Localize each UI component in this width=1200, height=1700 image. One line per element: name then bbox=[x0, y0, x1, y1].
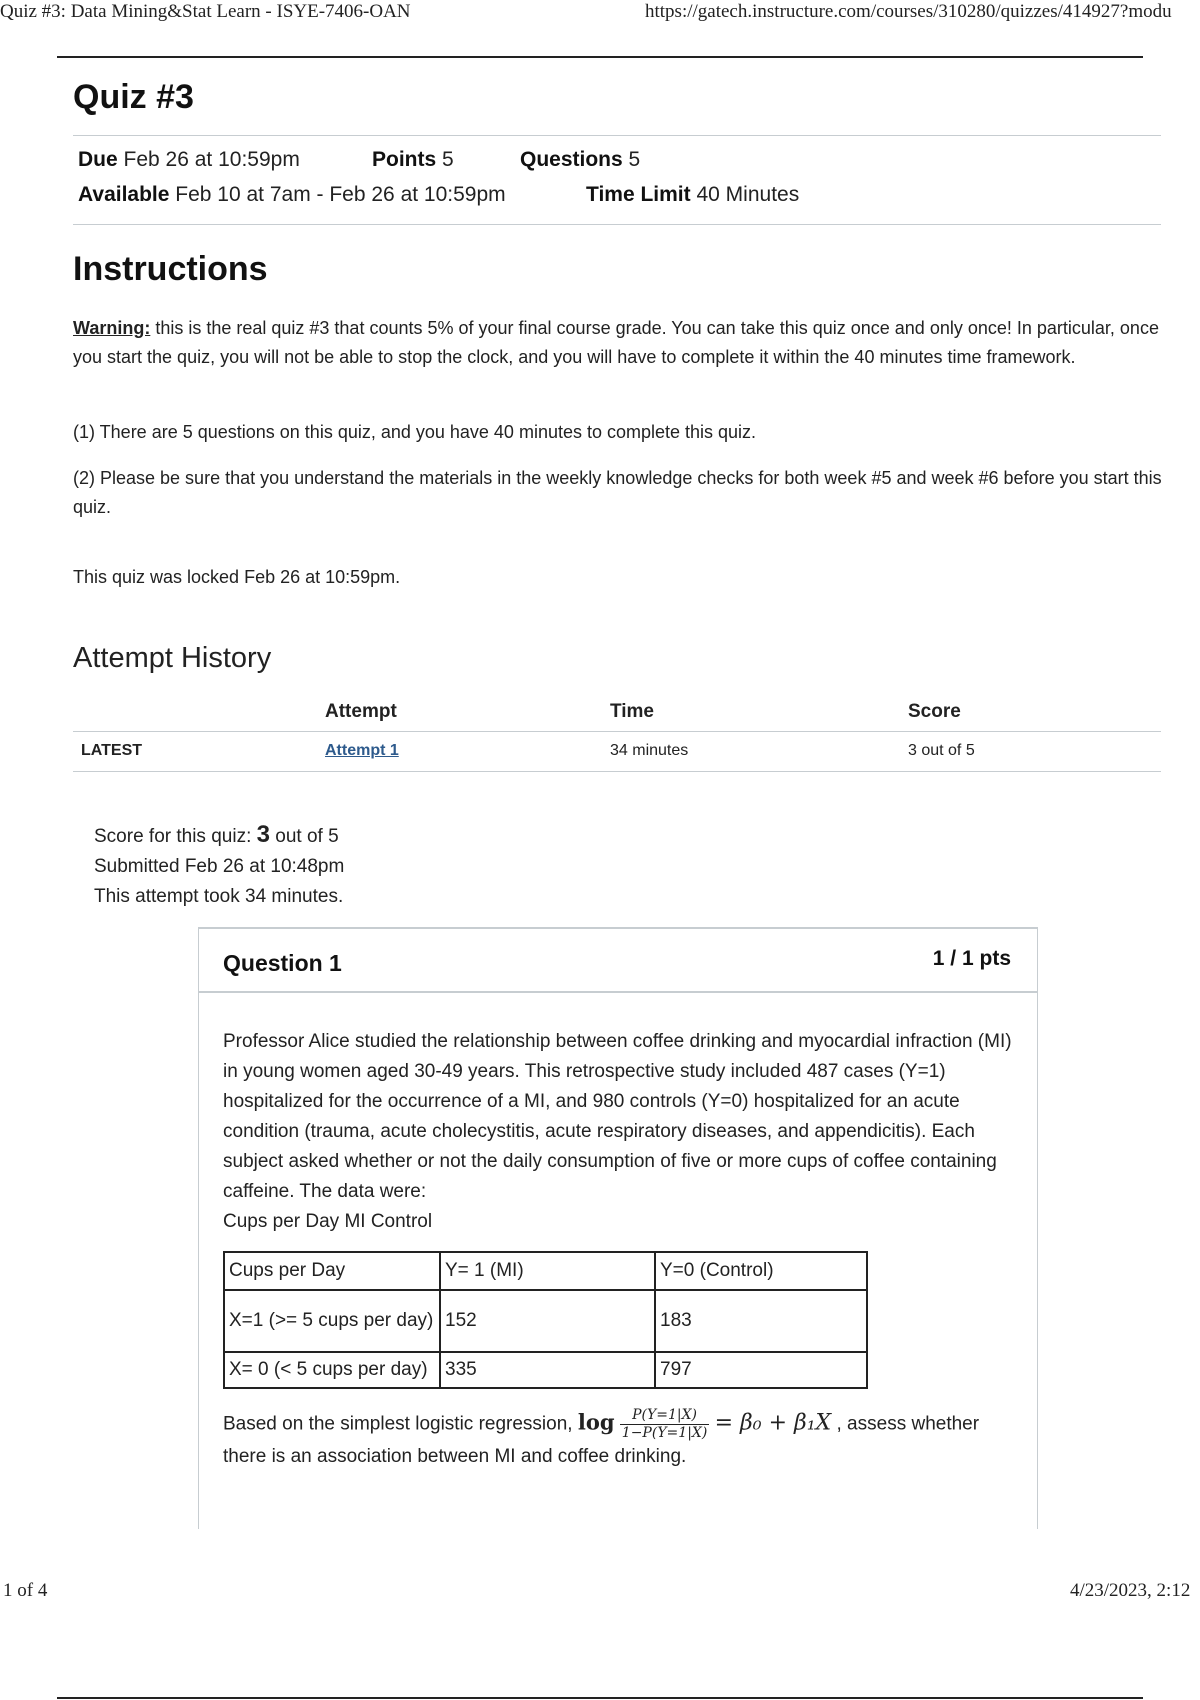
score-suffix: out of 5 bbox=[269, 826, 339, 847]
formula-log: log bbox=[577, 1409, 615, 1435]
latest-label: LATEST bbox=[73, 732, 325, 772]
points-info bbox=[372, 148, 454, 172]
col-header-empty bbox=[73, 695, 325, 732]
due-value: Feb 26 at 10:59pm bbox=[123, 148, 300, 171]
table-row bbox=[224, 1352, 867, 1388]
submitted-line: Submitted Feb 26 at 10:48pm bbox=[94, 856, 345, 877]
points-value: 5 bbox=[442, 148, 454, 171]
formula-fraction bbox=[620, 1407, 710, 1442]
contingency-table bbox=[223, 1251, 868, 1389]
footer-divider bbox=[57, 1697, 1143, 1699]
instructions-heading: Instructions bbox=[73, 250, 268, 288]
col-header-attempt: Attempt bbox=[325, 695, 610, 732]
header-divider bbox=[57, 56, 1143, 58]
due-label: Due bbox=[78, 148, 118, 171]
attempt-history-heading: Attempt History bbox=[73, 642, 272, 674]
points-label: Points bbox=[372, 148, 437, 171]
ct-row1-mi: 152 bbox=[440, 1290, 655, 1352]
page-number: 1 of 4 bbox=[3, 1580, 48, 1601]
warning-label: Warning: bbox=[73, 318, 151, 338]
questions-label: Questions bbox=[520, 148, 623, 171]
print-datetime: 4/23/2023, 2:12 bbox=[1070, 1580, 1191, 1601]
time-limit-info bbox=[586, 183, 799, 207]
available-info bbox=[78, 183, 506, 207]
ct-row2-control: 797 bbox=[655, 1352, 867, 1388]
questions-value: 5 bbox=[628, 148, 641, 171]
warning-text: this is the real quiz #3 that counts 5% of your final course grade. You can take this quiz once and only once! In particular, once you start the quiz, you will not be able to stop the clock, and you will have to complete it within the 40 minutes time framework. bbox=[73, 318, 1159, 367]
page-title: Quiz #3 bbox=[73, 78, 194, 116]
time-limit-label: Time Limit bbox=[586, 183, 691, 206]
due-info bbox=[78, 148, 300, 172]
locked-notice: This quiz was locked Feb 26 at 10:59pm. bbox=[73, 567, 401, 587]
score-line bbox=[94, 820, 344, 852]
table-row bbox=[224, 1252, 867, 1290]
pdf-url: https://gatech.instructure.com/courses/310280/quizzes/414927?modu bbox=[645, 1, 1172, 22]
table-row bbox=[73, 732, 1161, 772]
warning-paragraph bbox=[73, 314, 1163, 372]
ct-header-mi: Y= 1 (MI) bbox=[440, 1252, 655, 1290]
question-subcaption: Cups per Day MI Control bbox=[223, 1211, 433, 1232]
table-header-row bbox=[73, 695, 1161, 732]
instruction-item-2: (2) Please be sure that you understand the materials in the weekly knowledge checks for both week #5 and week #6 before you start this quiz. bbox=[73, 468, 1162, 517]
question-text bbox=[223, 1027, 1013, 1237]
pdf-doc-title: Quiz #3: Data Mining&Stat Learn - ISYE-7406-OAN bbox=[0, 1, 411, 22]
question-points: 1 / 1 pts bbox=[932, 947, 1011, 970]
formula-denominator: 1−P(Y=1|X) bbox=[621, 1425, 708, 1441]
question-body: Professor Alice studied the relationship between coffee drinking and myocardial infraction (MI) in young women aged 30-49 years. This retrospective study included 487 cases (Y=1) hospitalized for the occurrence of a MI, and 980 controls (Y=0) hospitalized for an acute condition (trauma, acute cholecystitis, acute respiratory diseases, and appendicitis). Each subject asked whether or not the daily consumption of five or more cups of coffee containing caffeine. The data were: bbox=[223, 1031, 1012, 1202]
ct-header-cups: Cups per Day bbox=[224, 1252, 440, 1290]
ct-row1-control: 183 bbox=[655, 1290, 867, 1352]
time-limit-value: 40 Minutes bbox=[696, 183, 800, 206]
available-value: Feb 10 at 7am - Feb 26 at 10:59pm bbox=[175, 183, 506, 206]
instruction-item-1: (1) There are 5 questions on this quiz, and you have 40 minutes to complete this quiz. bbox=[73, 422, 757, 442]
score-summary bbox=[94, 820, 344, 912]
formula-rhs: = β₀ + β₁X bbox=[714, 1410, 832, 1436]
score-prefix: Score for this quiz: bbox=[94, 826, 257, 847]
ct-row2-mi: 335 bbox=[440, 1352, 655, 1388]
ct-row2-label: X= 0 (< 5 cups per day) bbox=[224, 1352, 440, 1388]
duration-line: This attempt took 34 minutes. bbox=[94, 886, 344, 907]
ct-header-control: Y=0 (Control) bbox=[655, 1252, 867, 1290]
attempt-time: 34 minutes bbox=[610, 732, 908, 772]
table-row bbox=[224, 1290, 867, 1352]
pdf-header bbox=[0, 0, 1200, 26]
attempt-1-link[interactable]: Attempt 1 bbox=[325, 742, 399, 759]
available-label: Available bbox=[78, 183, 170, 206]
quiz-meta bbox=[73, 135, 1161, 225]
col-header-score: Score bbox=[908, 695, 1161, 732]
question-header bbox=[199, 929, 1037, 993]
score-value: 3 bbox=[256, 821, 270, 848]
questions-info bbox=[520, 148, 640, 172]
question-1-card bbox=[198, 927, 1038, 1529]
formula-prefix: Based on the simplest logistic regression, bbox=[223, 1413, 578, 1435]
question-title: Question 1 bbox=[223, 950, 342, 976]
ct-row1-label: X=1 (>= 5 cups per day) bbox=[224, 1290, 440, 1352]
formula-paragraph bbox=[223, 1407, 1023, 1472]
attempt-score: 3 out of 5 bbox=[908, 732, 1161, 772]
formula-suffix: , assess whether there is an association between MI and coffee drinking. bbox=[223, 1413, 980, 1467]
formula-numerator: P(Y=1|X) bbox=[620, 1407, 710, 1425]
attempt-history-table bbox=[73, 695, 1161, 772]
col-header-time: Time bbox=[610, 695, 908, 732]
